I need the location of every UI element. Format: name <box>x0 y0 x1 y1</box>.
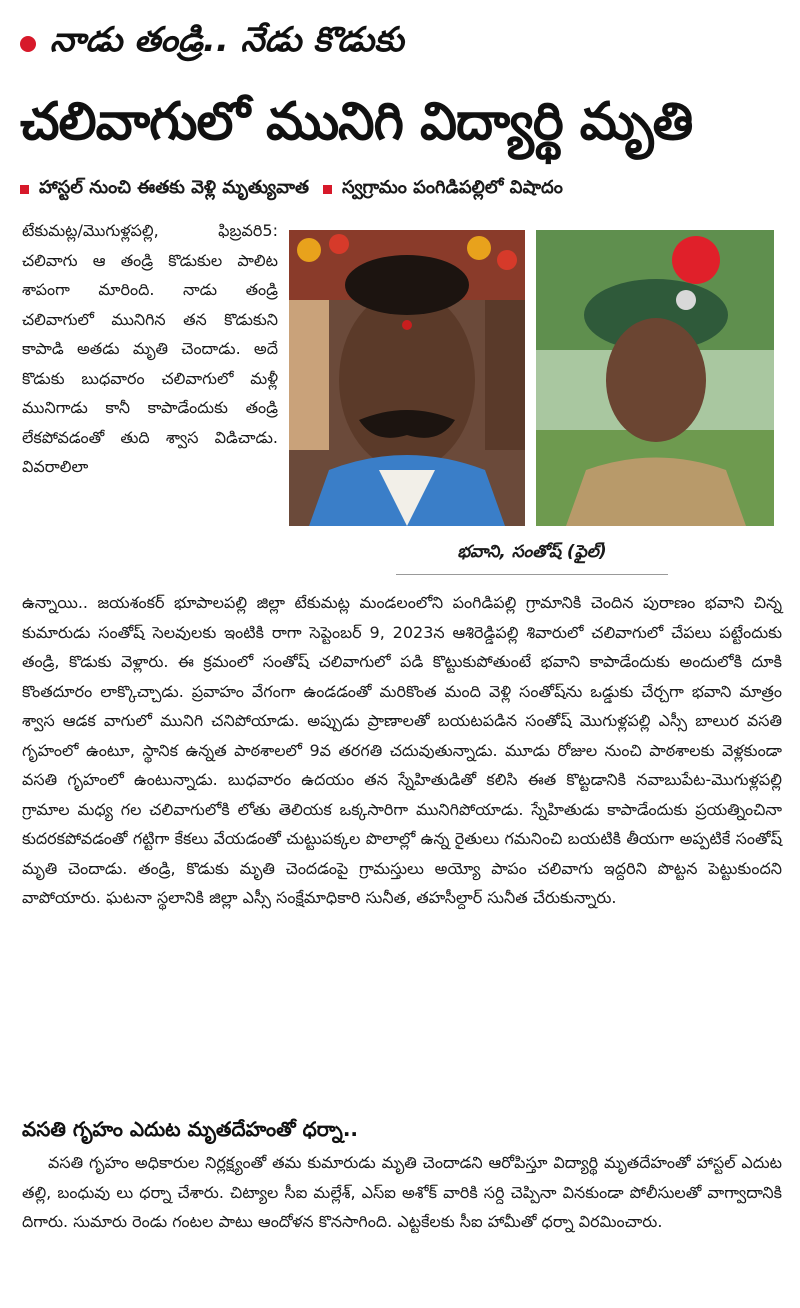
headline: చలివాగులో మునిగి విద్యార్థి మృతి <box>20 92 693 152</box>
red-square-bullet-icon <box>323 185 332 194</box>
photo-caption: భవాని, సంతోష్ (ఫైల్) <box>457 542 607 562</box>
subheads-row <box>20 172 790 206</box>
red-square-bullet-icon <box>20 185 29 194</box>
body-paragraph: ఉన్నాయి.. జయశంకర్ భూపాలపల్లి జిల్లా టేకుమట్ల మండలంలోని పంగిడిపల్లి గ్రామానికి చెందిన పురాణం భవాని చిన్న కుమారుడు సంతోష్ సెలవులకు ఇంటికి రాగా సెప్టెంబర్ 9, 2023న ఆశిరెడ్డిపల్లి శివారులో చలివాగులో చేపలు పట్టేందుకు తండ్రి, కొడుకు వెళ్లారు. ఈ క్రమంలో సంతోష్ చలివాగులో పడి కొట్టుకుపోతుంటే భవాని కాపాడేందుకు అందులోకి దూకి కొంతదూరం లాక్కొచ్చాడు. ప్రవాహం వేగంగా ఉండడంతో మరికొంత మంది వెళ్లి సంతోష్‌ను ఒడ్డుకు చేర్చగా భవాని మాత్రం శ్వాస ఆడక వాగులో మునిగి చనిపోయాడు. అప్పుడు ప్రాణాలతో బయటపడిన సంతోష్ మొగుళ్లపల్లి ఎస్సీ బాలుర వసతి గృహంలో ఉంటూ, స్థానిక ఉన్నత పాఠశాలలో 9వ తరగతి చదువుతున్నాడు. మూడు రోజుల నుంచి పాఠశాలకు వెళ్లకుండా వసతి గృహంలో ఉంటున్నాడు. బుధవారం ఉదయం తన స్నేహితుడితో కలిసి ఈత కొట్టడానికి నవాబుపేట-మొగుళ్లపల్లి గ్రామాల మధ్య గల చలివాగులోకి లోతు తెలియక ఒక్కసారిగా మునిగిపోయాడు. స్నేహితుడు కాపాడేందుకు ప్రయత్నించినా కుదరకపోవడంతో గట్టిగా కేకలు వేయడంతో చుట్టుపక్కల పొలాల్లో ఉన్న రైతులు గమనించి బయటికి తీయగా అప్పటికే సంతోష్ మృతి చెందాడు. తండ్రి, కొడుకు మృతి చెందడంపై గ్రామస్తులు అయ్యో పాపం చలివాగు ఇద్దరిని పొట్టన పెట్టుకుందని వాపోయారు. ఘటనా స్థలానికి జిల్లా ఎస్సీ సంక్షేమాధికారి సునీత, తహసీల్దార్ సునీత చేరుకున్నారు. <box>22 593 782 907</box>
bullet-dot-icon <box>20 36 36 52</box>
son-photo <box>536 230 774 526</box>
father-photo <box>289 230 525 526</box>
kicker <box>20 20 404 68</box>
section-heading: వసతి గృహం ఎదుట మృతదేహంతో ధర్నా.. <box>22 1117 359 1141</box>
kicker-text: నాడు తండ్రి.. నేడు కొడుకు <box>50 20 404 60</box>
section-paragraph: వసతి గృహం అధికారుల నిర్లక్ష్యంతో తమ కుమారుడు మృతి చెందాడని ఆరోపిస్తూ విద్యార్థి మృతదేహంతో హాస్టల్ ఎదుట తల్లి, బంధువు లు ధర్నా చేశారు. చిట్యాల సీఐ మల్లేశ్, ఎస్ఐ అశోక్ వారికి సర్ది చెప్పినా వినకుండా పోలీసులతో వాగ్వాదానికి దిగారు. సుమారు రెండు గంటల పాటు ఆందోళన కొనసాగింది. ఎట్టకేలకు సీఐ హామీతో ధర్నా విరమించారు. <box>22 1153 782 1231</box>
caption-divider <box>396 574 668 575</box>
lead-paragraph: టేకుమట్ల/మొగుళ్లపల్లి, ఫిబ్రవరి5: చలివాగు ఆ తండ్రి కొడుకుల పాలిట శాపంగా మారింది. నాడు తండ్రి చలివాగులో మునిగిన తన కొడుకుని కాపాడి అతడు మృతి చెందాడు. అదే కొడుకు బుధవారం చలివాగులో మళ్లీ మునిగాడు కానీ కాపాడేందుకు తండ్రి లేకపోవడంతో తుది శ్వాస విడిచాడు. వివరాలిలా <box>22 221 278 476</box>
subhead-1: హాస్టల్ నుంచి ఈతకు వెళ్లి మృత్యువాత <box>39 176 309 198</box>
subhead-2: స్వగ్రామం పంగిడిపల్లిలో విషాదం <box>342 176 563 198</box>
